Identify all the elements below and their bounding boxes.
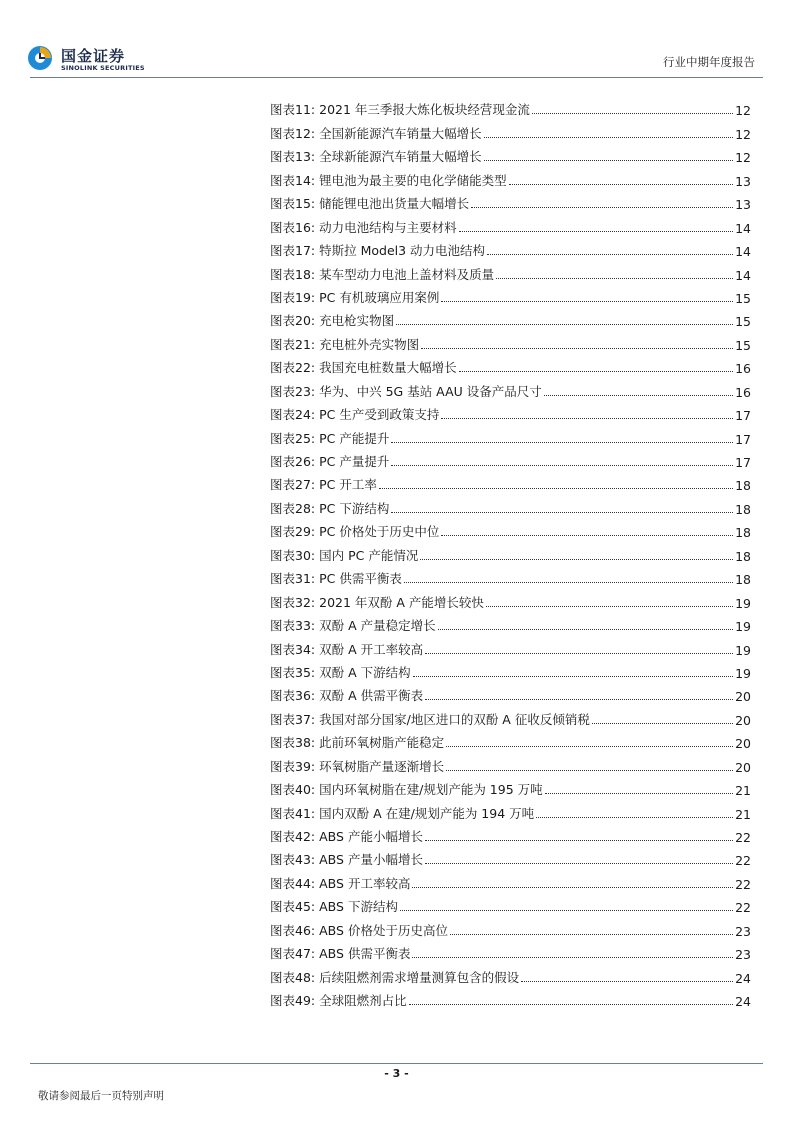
toc-entry-title: ABS 下游结构 bbox=[319, 899, 398, 915]
logo-chinese-name: 国金证券 bbox=[61, 47, 126, 65]
toc-entry-title: PC 生产受到政策支持 bbox=[319, 407, 440, 423]
toc-dot-leader bbox=[459, 371, 733, 372]
toc-dot-leader bbox=[438, 629, 733, 630]
toc-entry[interactable] bbox=[270, 142, 751, 165]
toc-entry-page: 19 bbox=[735, 665, 751, 681]
toc-entry-number: 图表38: bbox=[270, 735, 316, 751]
toc-entry-title: 特斯拉 Model3 动力电池结构 bbox=[319, 243, 486, 259]
toc-entry-number: 图表49: bbox=[270, 993, 316, 1009]
page-header bbox=[0, 0, 793, 80]
toc-dot-leader bbox=[409, 1004, 733, 1005]
toc-entry[interactable] bbox=[270, 634, 751, 657]
sinolink-logo-icon bbox=[27, 45, 53, 71]
toc-dot-leader bbox=[421, 348, 733, 349]
toc-entry-page: 12 bbox=[735, 126, 751, 142]
toc-entry[interactable] bbox=[270, 423, 751, 446]
toc-dot-leader bbox=[425, 840, 733, 841]
toc-dot-leader bbox=[425, 863, 733, 864]
toc-entry-number: 图表21: bbox=[270, 336, 316, 352]
toc-entry-title: 后续阻燃剂需求增量测算包含的假设 bbox=[319, 969, 520, 985]
toc-entry-number: 图表32: bbox=[270, 594, 316, 610]
toc-dot-leader bbox=[521, 981, 733, 982]
toc-entry[interactable] bbox=[270, 798, 751, 821]
toc-dot-leader bbox=[446, 770, 733, 771]
company-logo bbox=[27, 45, 157, 75]
toc-entry-page: 22 bbox=[735, 830, 751, 845]
toc-dot-leader bbox=[536, 817, 733, 818]
toc-entry-number: 图表40: bbox=[270, 782, 316, 798]
toc-entry-page: 20 bbox=[735, 712, 751, 728]
toc-entry-number: 图表26: bbox=[270, 454, 316, 469]
toc-dot-leader bbox=[545, 793, 733, 794]
toc-entry-page: 18 bbox=[735, 478, 751, 494]
toc-dot-leader bbox=[532, 113, 733, 114]
toc-dot-leader bbox=[413, 676, 733, 677]
toc-dot-leader bbox=[471, 207, 733, 208]
toc-dot-leader bbox=[425, 699, 733, 700]
toc-dot-leader bbox=[425, 653, 733, 654]
toc-entry[interactable] bbox=[270, 704, 751, 727]
toc-entry-page: 17 bbox=[735, 408, 751, 424]
toc-entry-title: PC 产能提升 bbox=[319, 430, 390, 446]
toc-entry[interactable] bbox=[270, 470, 751, 493]
toc-dot-leader bbox=[400, 910, 733, 911]
toc-entry[interactable] bbox=[270, 681, 751, 704]
toc-entry-number: 图表45: bbox=[270, 899, 316, 915]
toc-entry-number: 图表11: bbox=[270, 102, 316, 118]
toc-entry-page: 21 bbox=[735, 783, 751, 799]
toc-entry-title: 双酚 A 开工率较高 bbox=[319, 641, 424, 657]
toc-entry-title: PC 供需平衡表 bbox=[319, 571, 402, 587]
toc-entry-title: 此前环氧树脂产能稳定 bbox=[319, 735, 445, 751]
toc-entry-number: 图表39: bbox=[270, 758, 316, 774]
toc-entry[interactable] bbox=[270, 939, 751, 962]
toc-entry-number: 图表18: bbox=[270, 266, 316, 282]
toc-entry[interactable] bbox=[270, 400, 751, 423]
toc-entry-page: 15 bbox=[735, 290, 751, 306]
toc-entry-page: 18 bbox=[735, 525, 751, 541]
toc-dot-leader bbox=[379, 488, 733, 489]
toc-entry-title: 2021 年双酚 A 产能增长较快 bbox=[319, 594, 484, 610]
toc-entry-title: 储能锂电池出货量大幅增长 bbox=[319, 196, 470, 212]
toc-entry-page: 13 bbox=[735, 173, 751, 189]
toc-entry-page: 23 bbox=[735, 947, 751, 963]
toc-entry[interactable] bbox=[270, 259, 751, 282]
toc-entry-number: 图表29: bbox=[270, 524, 316, 540]
header-divider bbox=[30, 77, 763, 78]
toc-entry[interactable] bbox=[270, 95, 751, 118]
toc-dot-leader bbox=[412, 957, 733, 958]
toc-entry-title: 充电桩外壳实物图 bbox=[319, 336, 420, 352]
toc-entry-page: 19 bbox=[735, 595, 751, 611]
toc-entry-title: PC 产量提升 bbox=[319, 454, 390, 469]
toc-entry-page: 24 bbox=[735, 970, 751, 986]
toc-entry-number: 图表23: bbox=[270, 383, 316, 399]
toc-entry-page: 19 bbox=[735, 642, 751, 658]
toc-entry-page: 20 bbox=[735, 689, 751, 705]
toc-entry-number: 图表20: bbox=[270, 313, 316, 329]
toc-entry-title: PC 下游结构 bbox=[319, 500, 390, 516]
toc-entry[interactable] bbox=[270, 845, 751, 868]
toc-entry[interactable] bbox=[270, 915, 751, 938]
toc-entry-number: 图表14: bbox=[270, 172, 316, 188]
toc-dot-leader bbox=[592, 723, 733, 724]
toc-dot-leader bbox=[391, 512, 733, 513]
toc-entry[interactable] bbox=[270, 493, 751, 516]
toc-entry-title: 全国新能源汽车销量大幅增长 bbox=[319, 125, 482, 141]
toc-entry-title: 全球新能源汽车销量大幅增长 bbox=[319, 149, 482, 165]
toc-entry-title: 锂电池为最主要的电化学储能类型 bbox=[319, 172, 507, 188]
toc-entry-page: 22 bbox=[735, 876, 751, 892]
toc-entry[interactable] bbox=[270, 775, 751, 798]
toc-entry-number: 图表41: bbox=[270, 805, 316, 821]
toc-entry-number: 图表36: bbox=[270, 688, 316, 704]
toc-entry[interactable] bbox=[270, 962, 751, 985]
toc-entry[interactable] bbox=[270, 658, 751, 681]
toc-entry-title: 2021 年三季报大炼化板块经营现金流 bbox=[319, 102, 530, 118]
toc-entry-title: 我国充电桩数量大幅增长 bbox=[319, 360, 457, 376]
toc-entry-page: 18 bbox=[735, 501, 751, 517]
toc-entry-title: ABS 供需平衡表 bbox=[319, 946, 411, 962]
toc-entry-title: ABS 价格处于历史高位 bbox=[319, 922, 448, 938]
toc-entry[interactable] bbox=[270, 986, 751, 1009]
toc-dot-leader bbox=[544, 395, 733, 396]
toc-entry-title: 双酚 A 产量稳定增长 bbox=[319, 618, 436, 634]
toc-entry-number: 图表30: bbox=[270, 547, 316, 563]
toc-entry[interactable] bbox=[270, 540, 751, 563]
toc-dot-leader bbox=[496, 278, 733, 279]
toc-dot-leader bbox=[446, 746, 733, 747]
toc-entry-page: 15 bbox=[735, 337, 751, 353]
toc-entry-number: 图表13: bbox=[270, 149, 316, 165]
toc-entry-number: 图表12: bbox=[270, 125, 316, 141]
toc-entry-title: ABS 产能小幅增长 bbox=[319, 829, 423, 844]
toc-entry-page: 21 bbox=[735, 806, 751, 822]
toc-entry-page: 17 bbox=[735, 455, 751, 470]
toc-entry-title: 双酚 A 下游结构 bbox=[319, 664, 411, 680]
toc-entry[interactable] bbox=[270, 212, 751, 235]
toc-entry-number: 图表33: bbox=[270, 618, 316, 634]
toc-entry-page: 14 bbox=[735, 267, 751, 283]
toc-entry[interactable] bbox=[270, 564, 751, 587]
page-number: - 3 - bbox=[384, 1067, 409, 1080]
toc-entry-page: 18 bbox=[735, 572, 751, 588]
toc-dot-leader bbox=[391, 465, 733, 466]
toc-dot-leader bbox=[441, 301, 733, 302]
toc-entry-page: 20 bbox=[735, 736, 751, 752]
toc-entry-page: 13 bbox=[735, 197, 751, 213]
toc-entry-title: ABS 开工率较高 bbox=[319, 875, 411, 891]
toc-dot-leader bbox=[459, 231, 733, 232]
toc-dot-leader bbox=[420, 559, 733, 560]
toc-entry-number: 图表48: bbox=[270, 969, 316, 985]
toc-dot-leader bbox=[509, 184, 733, 185]
disclaimer-note: 敬请参阅最后一页特别声明 bbox=[38, 1090, 164, 1102]
toc-entry[interactable] bbox=[270, 892, 751, 915]
toc-entry-title: 国内双酚 A 在建/规划产能为 194 万吨 bbox=[319, 805, 535, 821]
toc-entry-page: 14 bbox=[735, 244, 751, 260]
toc-entry-title: 双酚 A 供需平衡表 bbox=[319, 688, 424, 704]
toc-entry-number: 图表43: bbox=[270, 852, 316, 868]
toc-entry-number: 图表37: bbox=[270, 711, 316, 727]
toc-entry-page: 16 bbox=[735, 361, 751, 377]
toc-entry-title: 环氧树脂产量逐渐增长 bbox=[319, 758, 445, 774]
toc-entry[interactable] bbox=[270, 751, 751, 774]
figure-index-list bbox=[270, 95, 751, 1009]
toc-entry[interactable] bbox=[270, 118, 751, 141]
toc-entry-page: 19 bbox=[735, 619, 751, 635]
toc-dot-leader bbox=[487, 254, 733, 255]
toc-entry[interactable] bbox=[270, 353, 751, 376]
toc-entry[interactable] bbox=[270, 165, 751, 188]
toc-dot-leader bbox=[484, 160, 733, 161]
toc-entry[interactable] bbox=[270, 189, 751, 212]
toc-entry-title: 国内环氧树脂在建/规划产能为 195 万吨 bbox=[319, 782, 543, 798]
toc-entry-page: 17 bbox=[735, 431, 751, 447]
toc-entry-number: 图表27: bbox=[270, 477, 316, 493]
toc-entry-number: 图表22: bbox=[270, 360, 316, 376]
toc-dot-leader bbox=[391, 442, 733, 443]
toc-entry-title: PC 有机玻璃应用案例 bbox=[319, 289, 440, 305]
toc-entry-page: 12 bbox=[735, 103, 751, 119]
toc-entry[interactable] bbox=[270, 822, 751, 845]
toc-entry[interactable] bbox=[270, 868, 751, 891]
toc-entry[interactable] bbox=[270, 587, 751, 610]
toc-entry-page: 20 bbox=[735, 759, 751, 775]
toc-entry[interactable] bbox=[270, 236, 751, 259]
toc-entry[interactable] bbox=[270, 329, 751, 352]
toc-entry[interactable] bbox=[270, 728, 751, 751]
toc-dot-leader bbox=[396, 324, 733, 325]
toc-entry[interactable] bbox=[270, 611, 751, 634]
toc-entry-number: 图表47: bbox=[270, 946, 316, 962]
toc-entry[interactable] bbox=[270, 283, 751, 306]
toc-entry[interactable] bbox=[270, 306, 751, 329]
toc-entry-page: 23 bbox=[735, 923, 751, 939]
toc-entry-title: PC 开工率 bbox=[319, 477, 377, 493]
toc-dot-leader bbox=[441, 535, 733, 536]
toc-entry-number: 图表42: bbox=[270, 829, 316, 844]
toc-entry-number: 图表25: bbox=[270, 430, 316, 446]
toc-entry[interactable] bbox=[270, 376, 751, 399]
toc-entry-page: 15 bbox=[735, 314, 751, 330]
toc-entry-number: 图表44: bbox=[270, 875, 316, 891]
toc-entry-page: 14 bbox=[735, 220, 751, 236]
toc-entry-number: 图表16: bbox=[270, 219, 316, 235]
toc-entry-number: 图表46: bbox=[270, 922, 316, 938]
toc-entry-number: 图表28: bbox=[270, 500, 316, 516]
toc-dot-leader bbox=[484, 137, 733, 138]
toc-entry-page: 16 bbox=[735, 384, 751, 400]
toc-entry[interactable] bbox=[270, 517, 751, 540]
toc-entry-number: 图表35: bbox=[270, 664, 316, 680]
toc-entry-title: 华为、中兴 5G 基站 AAU 设备产品尺寸 bbox=[319, 383, 542, 399]
toc-dot-leader bbox=[450, 934, 733, 935]
toc-entry-title: 充电枪实物图 bbox=[319, 313, 395, 329]
toc-entry-title: 某车型动力电池上盖材料及质量 bbox=[319, 266, 495, 282]
toc-entry-title: PC 价格处于历史中位 bbox=[319, 524, 440, 540]
toc-entry-title: 我国对部分国家/地区进口的双酚 A 征收反倾销税 bbox=[319, 711, 590, 727]
toc-entry-title: ABS 产量小幅增长 bbox=[319, 852, 423, 868]
toc-dot-leader bbox=[486, 606, 733, 607]
toc-entry-number: 图表31: bbox=[270, 571, 316, 587]
toc-entry-title: 全球阻燃剂占比 bbox=[319, 993, 407, 1009]
toc-entry-page: 22 bbox=[735, 853, 751, 869]
toc-entry-number: 图表34: bbox=[270, 641, 316, 657]
toc-entry-number: 图表19: bbox=[270, 289, 316, 305]
toc-entry-page: 22 bbox=[735, 900, 751, 916]
toc-dot-leader bbox=[404, 582, 733, 583]
report-type-label: 行业中期年度报告 bbox=[663, 55, 755, 69]
toc-entry-page: 18 bbox=[735, 548, 751, 564]
toc-entry-number: 图表24: bbox=[270, 407, 316, 423]
toc-entry-page: 12 bbox=[735, 150, 751, 166]
footer-divider bbox=[30, 1063, 763, 1064]
toc-entry-title: 国内 PC 产能情况 bbox=[319, 547, 419, 563]
toc-dot-leader bbox=[412, 887, 733, 888]
toc-entry-number: 图表15: bbox=[270, 196, 316, 212]
toc-entry-title: 动力电池结构与主要材料 bbox=[319, 219, 457, 235]
logo-english-name: SINOLINK SECURITIES bbox=[61, 64, 145, 72]
toc-entry-page: 24 bbox=[735, 994, 751, 1010]
toc-dot-leader bbox=[441, 418, 733, 419]
toc-entry[interactable] bbox=[270, 447, 751, 470]
toc-entry-number: 图表17: bbox=[270, 243, 316, 259]
